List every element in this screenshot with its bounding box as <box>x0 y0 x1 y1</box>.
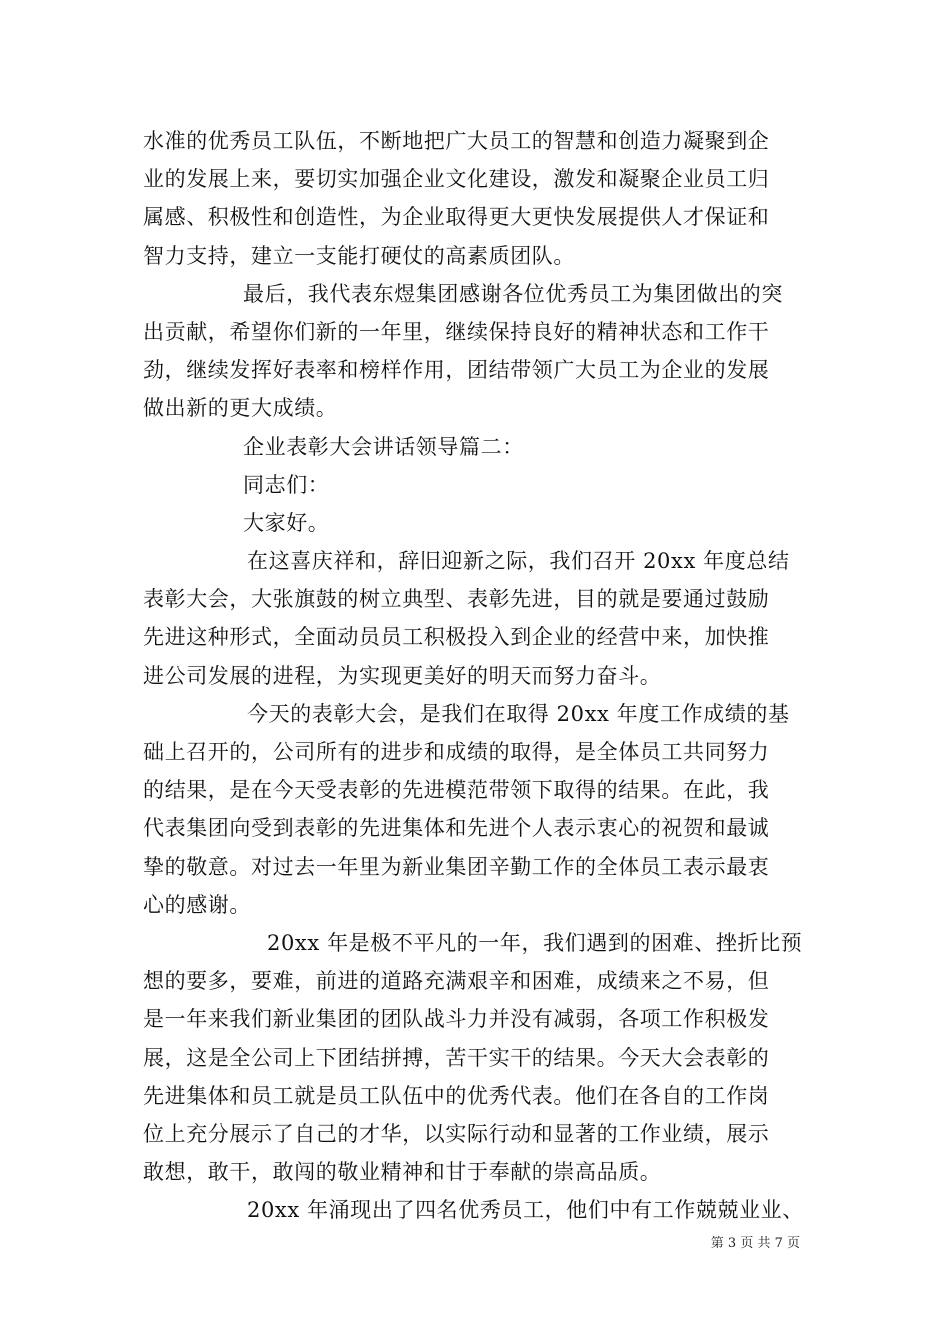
text-line: 展，这是全公司上下团结拼搏，苦干实干的结果。今天大会表彰的 <box>143 1045 770 1070</box>
salutation: 同志们： <box>243 472 330 497</box>
greeting: 大家好。 <box>243 510 330 535</box>
text-line: 最后，我代表东煜集团感谢各位优秀员工为集团做出的突 <box>243 281 783 306</box>
text-line: 础上召开的，公司所有的进步和成绩的取得，是全体员工共同努力 <box>143 740 770 764</box>
text-line: 位上充分展示了自己的才华，以实际行动和显著的工作业绩，展示 <box>143 1121 770 1146</box>
section-heading: 企业表彰大会讲话领导篇二： <box>243 434 524 459</box>
text-line: 今天的表彰大会，是我们在取得 20xx 年度工作成绩的基 <box>247 701 790 726</box>
text-line: 进公司发展的进程，为实现更美好的明天而努力奋斗。 <box>143 663 662 688</box>
text-line: 挚的敬意。对过去一年里为新业集团辛勤工作的全体员工表示最衷 <box>143 854 770 879</box>
page-number: 第 3 页 共 7 页 <box>710 1236 800 1251</box>
text-line: 想的要多，要难，前进的道路充满艰辛和困难，成绩来之不易，但 <box>143 969 770 994</box>
text-line: 20xx 年是极不平凡的一年，我们遇到的困难、挫折比预 <box>267 930 803 955</box>
text-line: 属感、积极性和创造性，为企业取得更大更快发展提供人才保证和 <box>143 205 770 230</box>
text-line: 在这喜庆祥和，辞旧迎新之际，我们召开 20xx 年度总结 <box>247 549 790 574</box>
text-line: 出贡献，希望你们新的一年里，继续保持良好的精神状态和工作干 <box>143 319 770 344</box>
body-text <box>143 122 811 1229</box>
text-line: 劲，继续发挥好表率和榜样作用，团结带领广大员工为企业的发展 <box>143 358 770 383</box>
text-line: 智力支持，建立一支能打硬仗的高素质团队。 <box>143 243 575 268</box>
text-line: 先进这种形式，全面动员员工积极投入到企业的经营中来，加快推 <box>143 625 770 650</box>
text-line: 先进集体和员工就是员工队伍中的优秀代表。他们在各自的工作岗 <box>143 1083 770 1108</box>
text-line: 的结果，是在今天受表彰的先进模范带领下取得的结果。在此，我 <box>143 778 770 803</box>
text-line: 水准的优秀员工队伍，不断地把广大员工的智慧和创造力凝聚到企 <box>143 129 770 153</box>
text-line: 敢想，敢干，敢闯的敬业精神和甘于奉献的崇高品质。 <box>143 1160 662 1185</box>
text-line: 表彰大会，大张旗鼓的树立典型、表彰先进，目的就是要通过鼓励 <box>143 587 770 612</box>
text-line: 业的发展上来，要切实加强企业文化建设，激发和凝聚企业员工归 <box>143 167 770 192</box>
text-line: 做出新的更大成绩。 <box>143 396 338 421</box>
text-line: 20xx 年涌现出了四名优秀员工，他们中有工作兢兢业业、 <box>247 1198 804 1223</box>
text-line: 代表集团向受到表彰的先进集体和先进个人表示衷心的祝贺和最诚 <box>143 816 770 841</box>
text-line: 心的感谢。 <box>143 892 251 917</box>
text-line: 是一年来我们新业集团的团队战斗力并没有减弱，各项工作积极发 <box>143 1007 770 1032</box>
